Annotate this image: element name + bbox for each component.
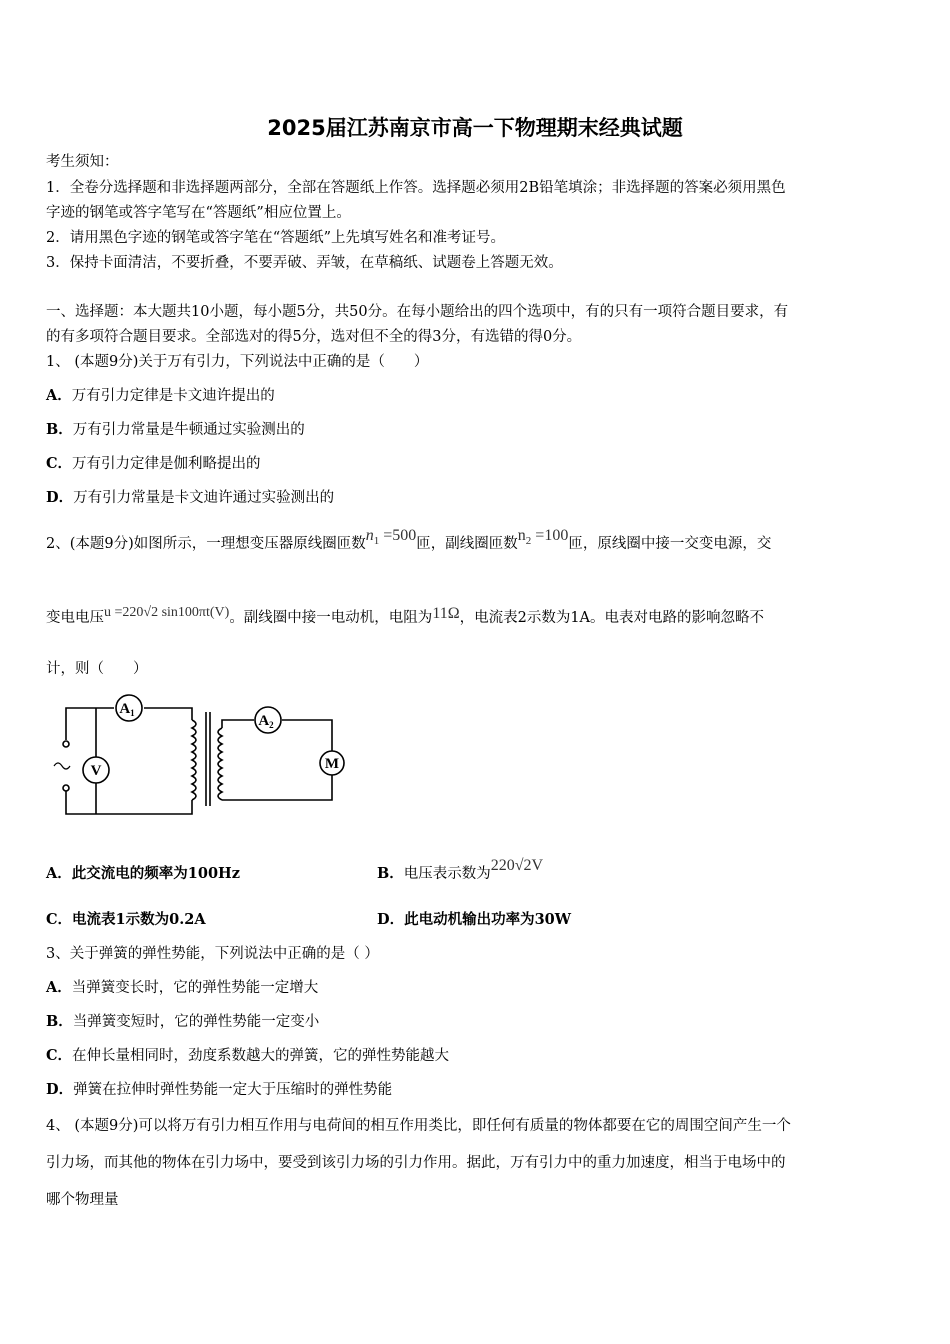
q3-stem: 3、关于弹簧的弹性势能，下列说法中正确的是（ ） [46, 946, 379, 962]
ac-source-symbol [54, 763, 70, 769]
notice-item-3: 3．保持卡面清洁，不要折叠，不要弄破、弄皱，在草稿纸、试题卷上答题无效。 [46, 255, 563, 271]
ammeter-2-label: A [258, 713, 270, 729]
q2-a-label: A． [46, 865, 72, 882]
section-intro-a: 一、选择题：本大题共10小题，每小题5分，共50分。在每小题给出的四个选项中，有的只有一项符合题目要求，有 [46, 304, 789, 320]
q1-c-label: C． [46, 455, 73, 472]
primary-wire-bottom [66, 790, 192, 814]
ammeter-1-label: A [119, 701, 131, 717]
q2-b-label: B． [377, 865, 404, 882]
q3-option-c [46, 1046, 449, 1066]
q3-a-label: A． [46, 979, 72, 996]
primary-wire-top [66, 708, 114, 740]
secondary-wire [222, 720, 332, 800]
q1-option-c [46, 454, 261, 474]
notice-heading: 考生须知： [46, 154, 119, 170]
q2-stem-p4: 变电电压 [46, 610, 104, 626]
q2-c-text: 电流表1示数为0.2A [72, 911, 206, 928]
q2-stem-p2: 匝，副线圈匝数 [416, 536, 518, 552]
transformer-circuit-diagram [46, 690, 356, 820]
q2-option-a [46, 864, 240, 884]
q3-b-label: B． [46, 1013, 73, 1030]
q3-c-text: 在伸长量相同时，劲度系数越大的弹簧，它的弹性势能越大 [72, 1048, 450, 1064]
q2-stem-line2 [46, 605, 765, 629]
q2-stem-p5: 。副线圈中接一电动机，电阻为 [229, 610, 433, 626]
notice-item-1b: 字迹的钢笔或答字笔写在“答题纸”相应位置上。 [46, 205, 351, 221]
transformer-core [206, 712, 210, 806]
q2-stem-line3: 计，则（ ） [46, 661, 148, 677]
page-title: 2025届江苏南京市高一下物理期末经典试题 [267, 116, 683, 140]
q2-n2: $n_2 =100$ [517, 527, 569, 548]
q3-option-b [46, 1012, 319, 1032]
q4-line2: 引力场，而其他的物体在引力场中，要受到该引力场的引力作用。据此，万有引力中的重力加速度，相当于电场中的 [46, 1155, 786, 1171]
q1-option-d [46, 488, 334, 508]
q1-a-text: 万有引力定律是卡文迪许提出的 [71, 388, 275, 404]
q1-stem: 1、 (本题9分)关于万有引力，下列说法中正确的是（ ） [46, 354, 429, 370]
q2-c-label: C． [46, 911, 73, 928]
q1-c-text: 万有引力定律是伽利略提出的 [72, 456, 261, 472]
q2-voltage-expr: u =220√2 sin100πt(V) [104, 605, 230, 620]
q1-option-a [46, 386, 275, 406]
q4-line3: 哪个物理量 [46, 1192, 119, 1208]
q3-c-label: C． [46, 1047, 73, 1064]
svg-text:A1: $A_1$ [119, 701, 135, 718]
q2-option-b [377, 857, 544, 884]
q1-b-label: B． [46, 421, 73, 438]
q2-stem-p6: ，电流表2示数为1A。电表对电路的影响忽略不 [459, 610, 765, 626]
q2-b-text: 电压表示数为 [403, 866, 491, 882]
q2-d-text: 此电动机输出功率为30W [404, 911, 572, 928]
q1-b-text: 万有引力常量是牛顿通过实验测出的 [72, 422, 305, 438]
q3-b-text: 当弹簧变短时，它的弹性势能一定变小 [72, 1014, 320, 1030]
q2-stem-p1: 2、(本题9分)如图所示，一理想变压器原线圈匝数 [46, 536, 366, 552]
q3-option-d [46, 1080, 392, 1100]
notice-item-2: 2．请用黑色字迹的钢笔或答字笔在“答题纸”上先填写姓名和准考证号。 [46, 230, 506, 246]
q2-stem-line1 [46, 527, 772, 559]
section-intro-b: 的有多项符合题目要求。全部选对的得5分，选对但不全的得3分，有选错的得0分。 [46, 329, 582, 345]
notice-item-1a: 1．全卷分选择题和非选择题两部分，全部在答题纸上作答。选择题必须用2B铅笔填涂；非选择题的答案必须用黑色 [46, 180, 786, 196]
q2-n1: $n_1 =500$ [365, 527, 417, 548]
secondary-coil [218, 728, 222, 800]
q1-a-label: A． [46, 387, 72, 404]
q3-d-text: 弹簧在拉伸时弹性势能一定大于压缩时的弹性势能 [73, 1082, 393, 1098]
q2-resistance: 11Ω [432, 605, 460, 622]
motor-label: M [324, 756, 340, 772]
q1-d-label: D． [46, 489, 74, 506]
q3-d-label: D． [46, 1081, 74, 1098]
q1-option-b [46, 420, 305, 440]
q2-a-text: 此交流电的频率为100Hz [71, 865, 240, 882]
svg-text:A2: $A_2$ [258, 713, 274, 730]
voltmeter-label: V [90, 763, 102, 779]
q2-b-value: 220√2V [490, 857, 544, 874]
primary-coil [192, 720, 196, 800]
q2-d-label: D． [377, 911, 405, 928]
q1-d-text: 万有引力常量是卡文迪许通过实验测出的 [73, 490, 335, 506]
q3-option-a [46, 978, 318, 998]
q2-option-c [46, 910, 206, 930]
q2-stem-p3: 匝，原线圈中接一交变电源，交 [568, 536, 772, 552]
q4-line1: 4、 (本题9分)可以将万有引力相互作用与电荷间的相互作用类比，即任何有质量的物体都要在它的周围空间产生一个 [46, 1118, 791, 1134]
q2-option-d [377, 910, 571, 930]
q3-a-text: 当弹簧变长时，它的弹性势能一定增大 [71, 980, 319, 996]
